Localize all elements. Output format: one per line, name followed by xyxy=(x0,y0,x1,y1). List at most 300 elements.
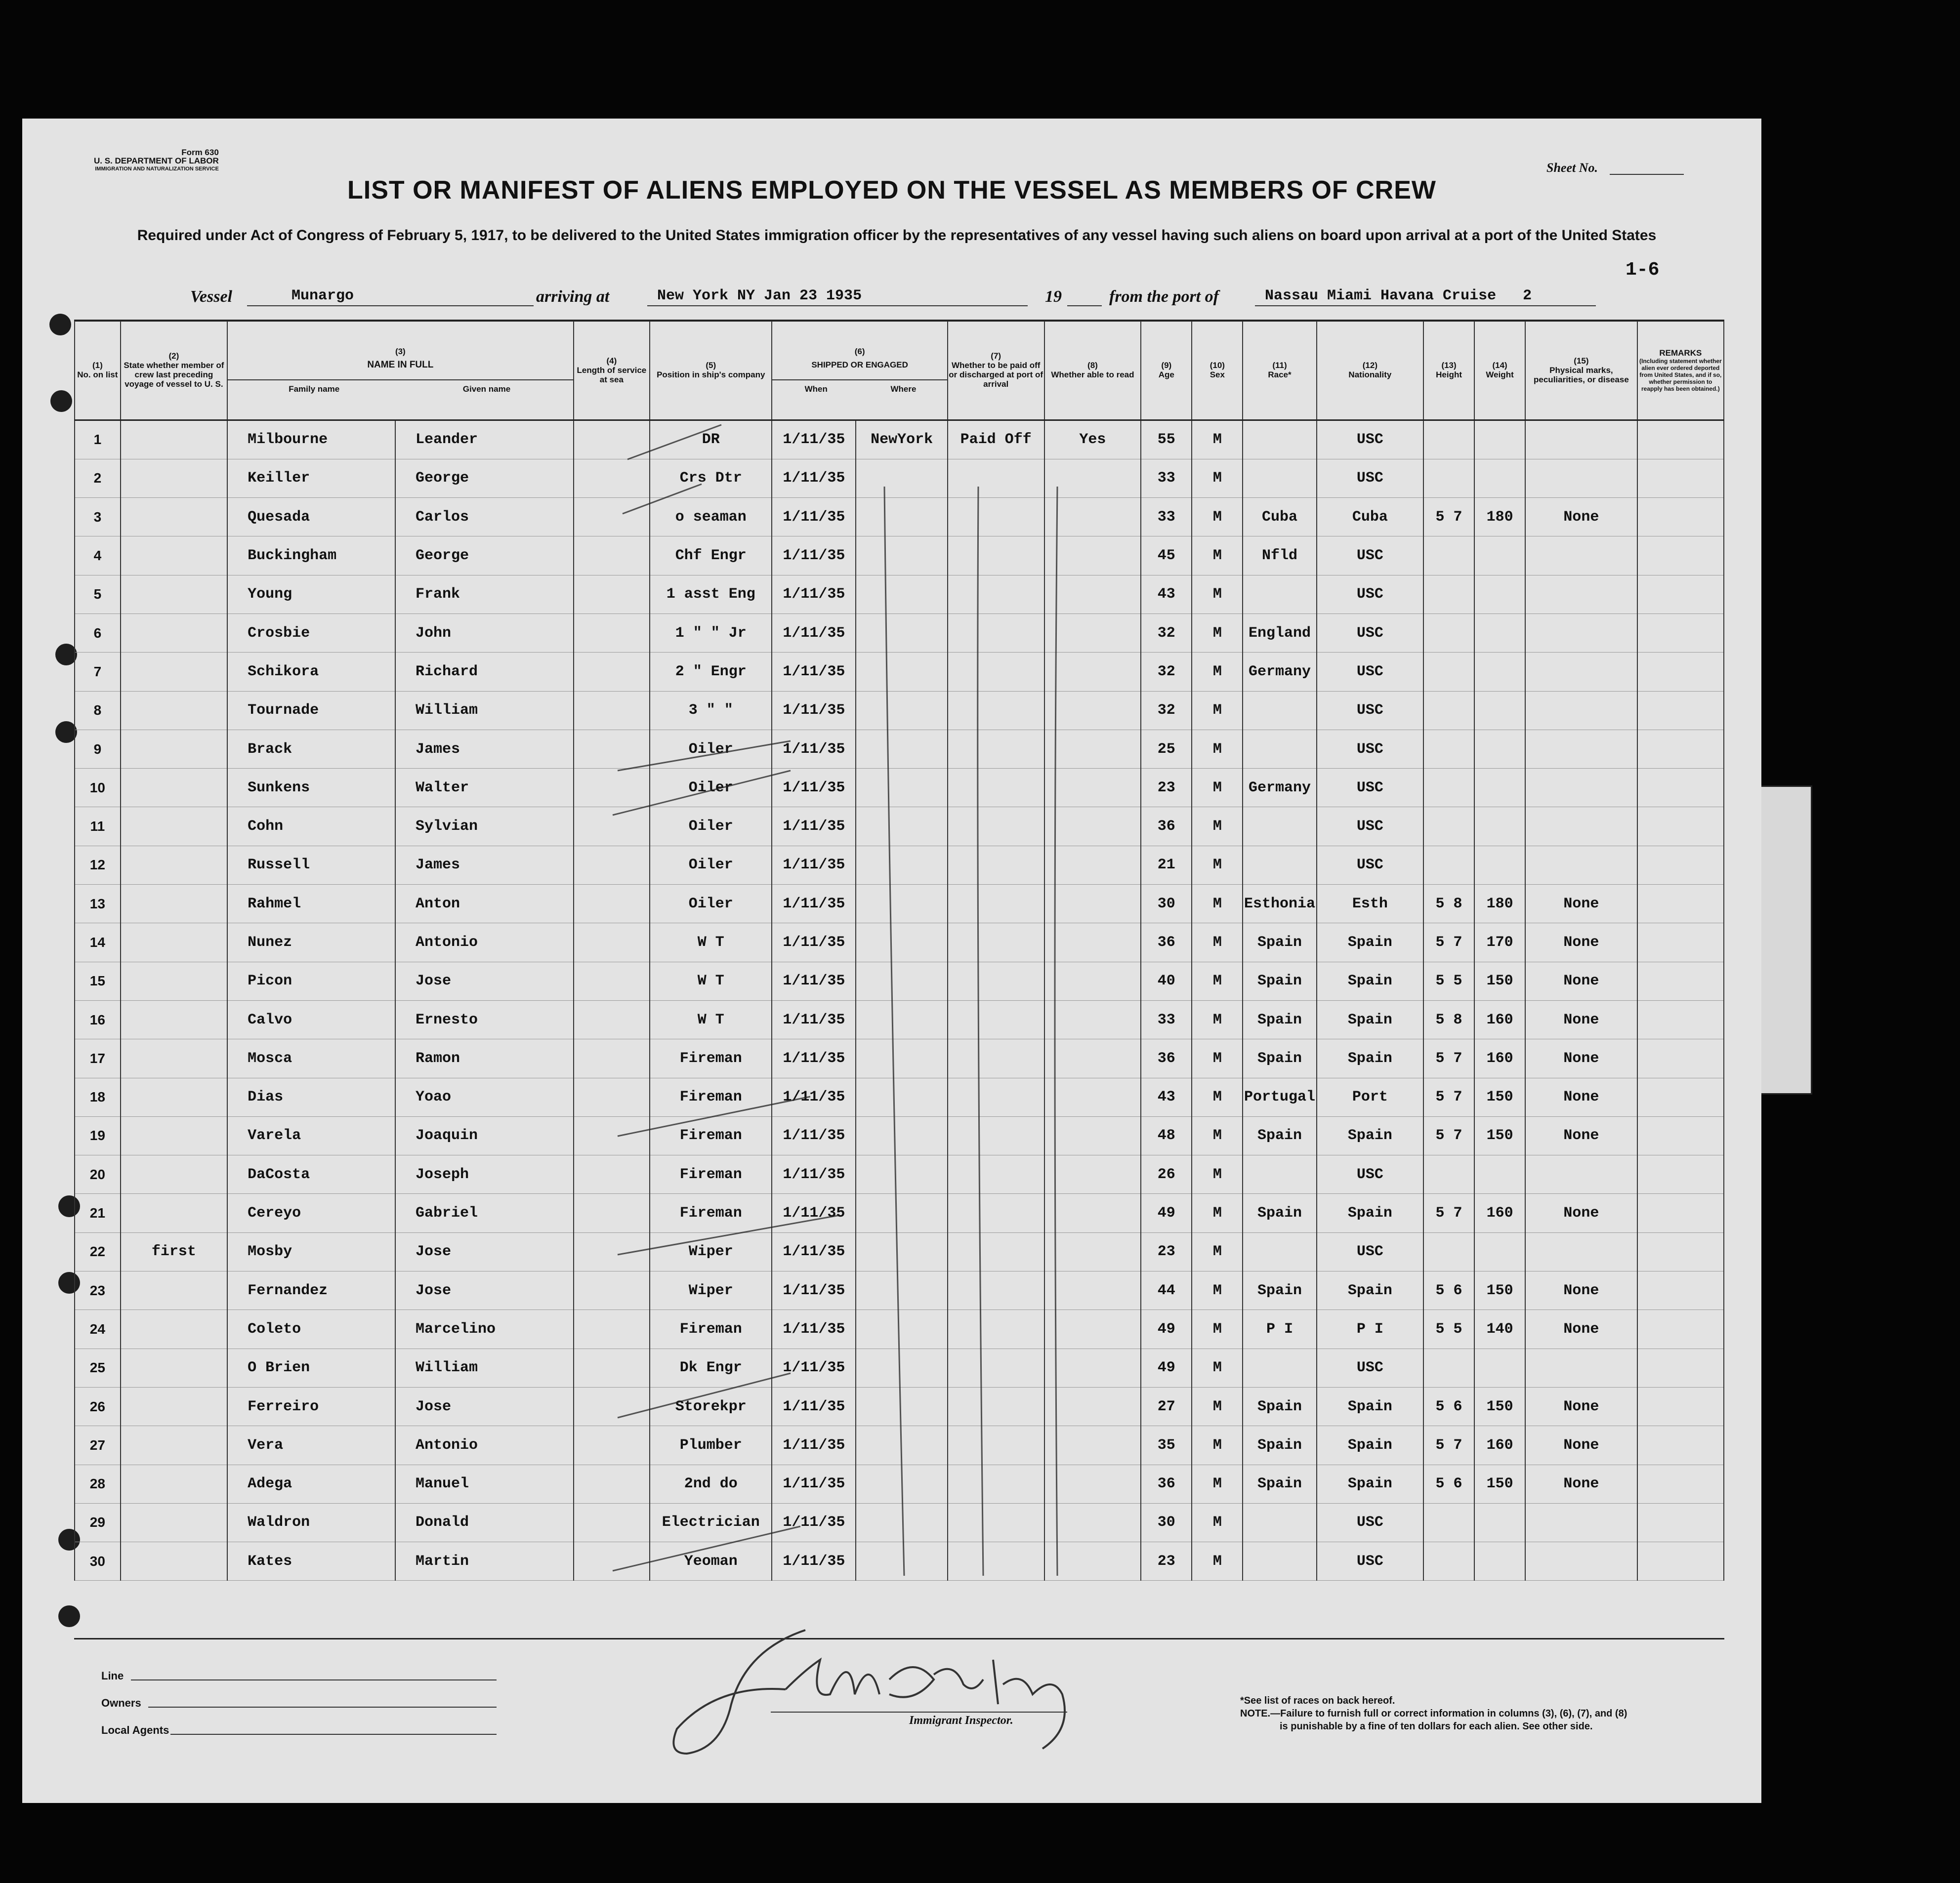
cell-empty xyxy=(574,807,650,846)
cell-sex: M xyxy=(1192,420,1243,459)
cell-age: 32 xyxy=(1141,653,1192,691)
cell-family: Fernandez xyxy=(227,1271,395,1310)
table-row xyxy=(75,1116,1724,1155)
cell-position: 2 " Engr xyxy=(650,653,772,691)
cell-family: Keiller xyxy=(227,459,395,497)
cell-empty xyxy=(1637,846,1724,884)
cell-age: 49 xyxy=(1141,1194,1192,1232)
cell-family: Crosbie xyxy=(227,614,395,652)
cell-nat: USC xyxy=(1317,730,1423,768)
cell-family: Nunez xyxy=(227,923,395,962)
cell-paid xyxy=(948,1155,1044,1194)
cell-race: Spain xyxy=(1243,1426,1316,1465)
cell-given: Ernesto xyxy=(395,1000,574,1039)
cell-no: 4 xyxy=(75,536,121,575)
form-number: Form 630 xyxy=(181,148,219,157)
cell-where xyxy=(856,1349,947,1387)
cell-empty xyxy=(1637,1503,1724,1542)
table-row xyxy=(75,1465,1724,1503)
cell-weight: 160 xyxy=(1474,1039,1525,1078)
cell-given: Antonio xyxy=(395,1426,574,1465)
cell-empty xyxy=(574,1310,650,1349)
cell-position: Oiler xyxy=(650,730,772,768)
cell-marks xyxy=(1525,1232,1637,1271)
cell-race: Spain xyxy=(1243,1039,1316,1078)
binder-hole xyxy=(58,1605,80,1627)
cell-height: 5 7 xyxy=(1423,1194,1474,1232)
cell-race xyxy=(1243,1349,1316,1387)
cell-marks: None xyxy=(1525,1039,1637,1078)
cell-no: 14 xyxy=(75,923,121,962)
cell-marks xyxy=(1525,1349,1637,1387)
cell-marks: None xyxy=(1525,1194,1637,1232)
cell-sex: M xyxy=(1192,962,1243,1000)
cell-no: 6 xyxy=(75,614,121,652)
cell-no: 19 xyxy=(75,1116,121,1155)
cell-nat: Spain xyxy=(1317,962,1423,1000)
cell-nat: Spain xyxy=(1317,923,1423,962)
cell-empty xyxy=(574,730,650,768)
cell-paid xyxy=(948,1000,1044,1039)
cell-family: Milbourne xyxy=(227,420,395,459)
cell-no: 3 xyxy=(75,498,121,536)
cell-empty xyxy=(1637,1039,1724,1078)
cell-race: Germany xyxy=(1243,769,1316,807)
cell-given: George xyxy=(395,536,574,575)
cell-prev xyxy=(121,536,227,575)
cell-empty xyxy=(1637,1465,1724,1503)
vessel-name: Munargo xyxy=(292,287,354,304)
cell-empty xyxy=(574,653,650,691)
cell-height xyxy=(1423,653,1474,691)
cell-height: 5 7 xyxy=(1423,1039,1474,1078)
cell-given: Jose xyxy=(395,962,574,1000)
cell-prev: first xyxy=(121,1232,227,1271)
cell-given: Richard xyxy=(395,653,574,691)
cell-prev xyxy=(121,1271,227,1310)
cell-weight: 180 xyxy=(1474,885,1525,923)
cell-when: 1/11/35 xyxy=(772,1232,856,1271)
header-sex: (10) Sex xyxy=(1192,321,1243,420)
cell-where xyxy=(856,691,947,730)
cell-family: Quesada xyxy=(227,498,395,536)
cell-height xyxy=(1423,769,1474,807)
cell-empty xyxy=(1637,1194,1724,1232)
cell-read xyxy=(1044,575,1141,614)
cell-position: Fireman xyxy=(650,1155,772,1194)
cell-empty xyxy=(1637,498,1724,536)
cell-where xyxy=(856,1078,947,1116)
cell-sex: M xyxy=(1192,846,1243,884)
cell-empty xyxy=(574,614,650,652)
cell-sex: M xyxy=(1192,1503,1243,1542)
cell-sex: M xyxy=(1192,1310,1243,1349)
sheet-stamp: 1-6 xyxy=(1626,259,1660,281)
cell-weight xyxy=(1474,614,1525,652)
cell-empty xyxy=(1637,1426,1724,1465)
cell-family: Young xyxy=(227,575,395,614)
cell-height: 5 8 xyxy=(1423,1000,1474,1039)
from-port-label: from the port of xyxy=(1109,287,1219,306)
cell-family: Waldron xyxy=(227,1503,395,1542)
cell-family: DaCosta xyxy=(227,1155,395,1194)
header-position: (5) Position in ship's company xyxy=(650,321,772,420)
cell-marks xyxy=(1525,536,1637,575)
cell-weight xyxy=(1474,536,1525,575)
cell-sex: M xyxy=(1192,459,1243,497)
cell-when: 1/11/35 xyxy=(772,420,856,459)
cell-where: NewYork xyxy=(856,420,947,459)
cell-height xyxy=(1423,691,1474,730)
cell-empty xyxy=(1637,769,1724,807)
cell-no: 25 xyxy=(75,1349,121,1387)
cell-family: Sunkens xyxy=(227,769,395,807)
cell-marks xyxy=(1525,575,1637,614)
cell-height: 5 5 xyxy=(1423,1310,1474,1349)
form-identifier xyxy=(94,148,219,173)
cell-race: Spain xyxy=(1243,923,1316,962)
cell-weight xyxy=(1474,1542,1525,1581)
cell-weight: 150 xyxy=(1474,1116,1525,1155)
cell-empty xyxy=(1637,1116,1724,1155)
cell-weight: 150 xyxy=(1474,962,1525,1000)
cell-paid xyxy=(948,1426,1044,1465)
arriving-label: arriving at xyxy=(536,287,610,306)
cell-position: Oiler xyxy=(650,807,772,846)
cell-where xyxy=(856,923,947,962)
cell-paid xyxy=(948,1310,1044,1349)
header-physical-marks: (15) Physical marks, peculiarities, or disease xyxy=(1525,321,1637,420)
cell-prev xyxy=(121,1349,227,1387)
cell-age: 49 xyxy=(1141,1349,1192,1387)
cell-family: O Brien xyxy=(227,1349,395,1387)
cell-read xyxy=(1044,1194,1141,1232)
cell-weight xyxy=(1474,846,1525,884)
cell-no: 1 xyxy=(75,420,121,459)
cell-where xyxy=(856,1387,947,1426)
cell-paid xyxy=(948,807,1044,846)
cell-nat: USC xyxy=(1317,1349,1423,1387)
cell-no: 13 xyxy=(75,885,121,923)
cell-age: 40 xyxy=(1141,962,1192,1000)
cell-family: Calvo xyxy=(227,1000,395,1039)
cell-when: 1/11/35 xyxy=(772,769,856,807)
binder-hole xyxy=(50,390,72,412)
table-row xyxy=(75,1542,1724,1581)
cell-sex: M xyxy=(1192,1078,1243,1116)
table-row xyxy=(75,885,1724,923)
table-row xyxy=(75,691,1724,730)
table-row xyxy=(75,962,1724,1000)
cell-read xyxy=(1044,885,1141,923)
cell-position: o seaman xyxy=(650,498,772,536)
header-nationality: (12) Nationality xyxy=(1317,321,1423,420)
cell-family: Coleto xyxy=(227,1310,395,1349)
header-race: (11) Race* xyxy=(1243,321,1316,420)
cell-weight xyxy=(1474,1232,1525,1271)
cell-when: 1/11/35 xyxy=(772,1465,856,1503)
table-row xyxy=(75,1194,1724,1232)
cell-height: 5 5 xyxy=(1423,962,1474,1000)
cell-race: Spain xyxy=(1243,1116,1316,1155)
cell-empty xyxy=(574,1426,650,1465)
cell-empty xyxy=(574,769,650,807)
cell-position: Oiler xyxy=(650,885,772,923)
cell-age: 30 xyxy=(1141,885,1192,923)
cell-when: 1/11/35 xyxy=(772,536,856,575)
cell-prev xyxy=(121,575,227,614)
cell-empty xyxy=(574,885,650,923)
cell-height xyxy=(1423,420,1474,459)
cell-weight: 150 xyxy=(1474,1387,1525,1426)
cell-where xyxy=(856,846,947,884)
cell-marks xyxy=(1525,1542,1637,1581)
cell-paid xyxy=(948,962,1044,1000)
table-row xyxy=(75,1387,1724,1426)
cell-nat: Spain xyxy=(1317,1000,1423,1039)
cell-given: Jose xyxy=(395,1232,574,1271)
cell-age: 36 xyxy=(1141,923,1192,962)
cell-height: 5 6 xyxy=(1423,1465,1474,1503)
cell-sex: M xyxy=(1192,885,1243,923)
cell-no: 22 xyxy=(75,1232,121,1271)
inspector-signature xyxy=(657,1620,1126,1768)
cell-position: Chf Engr xyxy=(650,536,772,575)
cell-no: 20 xyxy=(75,1155,121,1194)
cell-height xyxy=(1423,730,1474,768)
cell-no: 9 xyxy=(75,730,121,768)
cell-race: Nfld xyxy=(1243,536,1316,575)
cell-read xyxy=(1044,1503,1141,1542)
cell-age: 23 xyxy=(1141,1232,1192,1271)
service-name: IMMIGRATION AND NATURALIZATION SERVICE xyxy=(95,166,219,172)
cell-weight: 160 xyxy=(1474,1426,1525,1465)
cell-read xyxy=(1044,1426,1141,1465)
owners-label: Owners xyxy=(101,1697,141,1709)
cell-empty xyxy=(1637,885,1724,923)
cell-no: 5 xyxy=(75,575,121,614)
cell-empty xyxy=(574,1349,650,1387)
cell-age: 36 xyxy=(1141,807,1192,846)
cell-prev xyxy=(121,691,227,730)
header-age: (9) Age xyxy=(1141,321,1192,420)
cell-empty xyxy=(574,962,650,1000)
cell-sex: M xyxy=(1192,1232,1243,1271)
cell-age: 43 xyxy=(1141,575,1192,614)
cell-age: 25 xyxy=(1141,730,1192,768)
cell-prev xyxy=(121,498,227,536)
cell-given: Ramon xyxy=(395,1039,574,1078)
cell-weight xyxy=(1474,653,1525,691)
cell-nat: USC xyxy=(1317,769,1423,807)
table-row xyxy=(75,459,1724,497)
cell-paid xyxy=(948,1078,1044,1116)
table-row xyxy=(75,730,1724,768)
cell-prev xyxy=(121,1465,227,1503)
cell-height xyxy=(1423,536,1474,575)
cell-empty xyxy=(574,1116,650,1155)
cell-read xyxy=(1044,536,1141,575)
cell-paid xyxy=(948,653,1044,691)
cell-prev xyxy=(121,885,227,923)
cell-given: Joseph xyxy=(395,1155,574,1194)
cell-sex: M xyxy=(1192,1542,1243,1581)
cell-position: Plumber xyxy=(650,1426,772,1465)
cell-race xyxy=(1243,420,1316,459)
footer-notes xyxy=(1240,1694,1627,1733)
cell-sex: M xyxy=(1192,1000,1243,1039)
cell-when: 1/11/35 xyxy=(772,459,856,497)
cell-family: Mosca xyxy=(227,1039,395,1078)
department-name: U. S. DEPARTMENT OF LABOR xyxy=(94,156,219,165)
cell-when: 1/11/35 xyxy=(772,1349,856,1387)
cell-age: 30 xyxy=(1141,1503,1192,1542)
cell-when: 1/11/35 xyxy=(772,1542,856,1581)
cell-paid xyxy=(948,1194,1044,1232)
cell-position: 1 " " Jr xyxy=(650,614,772,652)
cell-empty xyxy=(1637,1310,1724,1349)
cell-marks: None xyxy=(1525,1271,1637,1310)
header-height: (13) Height xyxy=(1423,321,1474,420)
header-name: (3) NAME IN FULL Family name Given name xyxy=(227,321,574,420)
cell-given: Jose xyxy=(395,1271,574,1310)
cell-marks: None xyxy=(1525,1078,1637,1116)
table-row xyxy=(75,807,1724,846)
cell-no: 24 xyxy=(75,1310,121,1349)
cell-age: 32 xyxy=(1141,614,1192,652)
cell-empty xyxy=(1637,459,1724,497)
cell-read xyxy=(1044,653,1141,691)
cell-empty xyxy=(574,459,650,497)
cell-empty xyxy=(1637,1542,1724,1581)
cell-given: Antonio xyxy=(395,923,574,962)
cell-no: 30 xyxy=(75,1542,121,1581)
cell-nat: USC xyxy=(1317,1232,1423,1271)
table-row xyxy=(75,575,1724,614)
cell-marks: None xyxy=(1525,1116,1637,1155)
cell-height xyxy=(1423,807,1474,846)
cell-nat: Spain xyxy=(1317,1426,1423,1465)
cell-weight xyxy=(1474,420,1525,459)
cell-nat: USC xyxy=(1317,807,1423,846)
table-row xyxy=(75,1000,1724,1039)
cell-nat: USC xyxy=(1317,653,1423,691)
cell-where xyxy=(856,1271,947,1310)
cell-height: 5 6 xyxy=(1423,1387,1474,1426)
cell-height: 5 7 xyxy=(1423,1078,1474,1116)
cell-age: 23 xyxy=(1141,1542,1192,1581)
cell-height xyxy=(1423,1542,1474,1581)
cell-when: 1/11/35 xyxy=(772,653,856,691)
cell-no: 28 xyxy=(75,1465,121,1503)
cell-family: Mosby xyxy=(227,1232,395,1271)
cell-empty xyxy=(1637,923,1724,962)
cell-position: Fireman xyxy=(650,1116,772,1155)
cell-prev xyxy=(121,614,227,652)
cell-height xyxy=(1423,1503,1474,1542)
cell-given: William xyxy=(395,1349,574,1387)
cell-weight xyxy=(1474,459,1525,497)
cell-age: 55 xyxy=(1141,420,1192,459)
cell-family: Kates xyxy=(227,1542,395,1581)
table-row xyxy=(75,923,1724,962)
cell-empty xyxy=(574,923,650,962)
cell-when: 1/11/35 xyxy=(772,1426,856,1465)
cell-when: 1/11/35 xyxy=(772,1271,856,1310)
cell-sex: M xyxy=(1192,575,1243,614)
cell-empty xyxy=(1637,1271,1724,1310)
cell-sex: M xyxy=(1192,653,1243,691)
arriving-at: New York NY Jan 23 1935 xyxy=(657,287,862,304)
cell-empty xyxy=(1637,1078,1724,1116)
cell-empty xyxy=(1637,1000,1724,1039)
cell-where xyxy=(856,459,947,497)
cell-weight xyxy=(1474,769,1525,807)
cell-when: 1/11/35 xyxy=(772,691,856,730)
cell-empty xyxy=(574,1387,650,1426)
cell-marks: None xyxy=(1525,923,1637,962)
cell-no: 12 xyxy=(75,846,121,884)
cell-position: 1 asst Eng xyxy=(650,575,772,614)
cell-given: Gabriel xyxy=(395,1194,574,1232)
cell-read xyxy=(1044,807,1141,846)
cell-weight xyxy=(1474,691,1525,730)
cell-when: 1/11/35 xyxy=(772,1387,856,1426)
header-able-to-read: (8) Whether able to read xyxy=(1044,321,1141,420)
cell-when: 1/11/35 xyxy=(772,614,856,652)
cell-nat: Esth xyxy=(1317,885,1423,923)
cell-weight: 170 xyxy=(1474,923,1525,962)
cell-weight xyxy=(1474,1349,1525,1387)
cell-where xyxy=(856,1465,947,1503)
cell-given: Walter xyxy=(395,769,574,807)
cell-nat: Spain xyxy=(1317,1387,1423,1426)
cell-nat: USC xyxy=(1317,1542,1423,1581)
cell-empty xyxy=(574,1155,650,1194)
cell-age: 49 xyxy=(1141,1310,1192,1349)
cell-nat: USC xyxy=(1317,536,1423,575)
cell-age: 43 xyxy=(1141,1078,1192,1116)
cell-given: Carlos xyxy=(395,498,574,536)
header-weight: (14) Weight xyxy=(1474,321,1525,420)
cell-nat: Cuba xyxy=(1317,498,1423,536)
cell-age: 48 xyxy=(1141,1116,1192,1155)
cell-empty xyxy=(574,1465,650,1503)
cell-nat: USC xyxy=(1317,614,1423,652)
table-row xyxy=(75,1039,1724,1078)
underlying-document-edge xyxy=(1761,785,1812,1095)
cell-given: Joaquin xyxy=(395,1116,574,1155)
cell-empty xyxy=(1637,536,1724,575)
cell-given: Marcelino xyxy=(395,1310,574,1349)
cell-no: 7 xyxy=(75,653,121,691)
cell-sex: M xyxy=(1192,1465,1243,1503)
cell-nat: Spain xyxy=(1317,1194,1423,1232)
cell-marks: None xyxy=(1525,962,1637,1000)
cell-read xyxy=(1044,730,1141,768)
cell-read: Yes xyxy=(1044,420,1141,459)
cell-marks xyxy=(1525,1503,1637,1542)
cell-empty xyxy=(574,1078,650,1116)
cell-marks: None xyxy=(1525,1426,1637,1465)
cell-position: W T xyxy=(650,1000,772,1039)
cell-where xyxy=(856,769,947,807)
cell-position: Fireman xyxy=(650,1078,772,1116)
cell-age: 45 xyxy=(1141,536,1192,575)
header-paid-off: (7) Whether to be paid off or discharged at port of arrival xyxy=(948,321,1044,420)
cell-weight: 140 xyxy=(1474,1310,1525,1349)
cell-prev xyxy=(121,1426,227,1465)
